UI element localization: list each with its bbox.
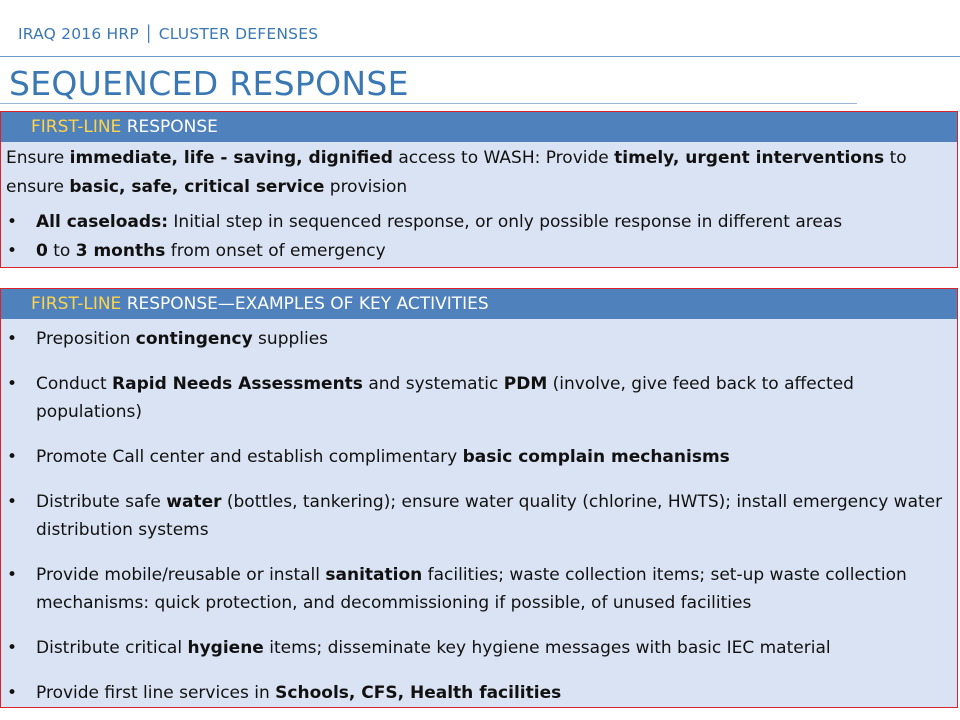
emphasis-text: timely, urgent interventions (614, 148, 885, 168)
body-text: to (47, 241, 76, 261)
bullet-dot-icon: • (7, 492, 18, 512)
bullet-item (1, 634, 957, 662)
bullet-dot-icon: • (7, 565, 18, 585)
emphasis-text: Rapid Needs Assessments (112, 374, 363, 394)
first-line-response-box (0, 111, 958, 268)
key-activities-box (0, 288, 958, 708)
header-divider (0, 56, 960, 57)
body-text: provision (324, 177, 408, 197)
emphasis-text: 3 months (75, 241, 166, 261)
emphasis-text: Schools, CFS, Health facilities (275, 683, 562, 703)
bullet-item (1, 443, 957, 471)
bullet-item (1, 325, 957, 353)
body-text: facilities; waste collection items; set-up waste collection mechanisms: quick protection, and decommissioning if possible, of unused facilities (36, 565, 907, 613)
emphasis-text: basic complain mechanisms (462, 447, 730, 467)
header-accent: FIRST-LINE (31, 294, 122, 314)
emphasis-text: sanitation (325, 565, 423, 585)
body-text: Provide first line services in (36, 683, 276, 703)
emphasis-text: PDM (503, 374, 548, 394)
body-text: to ensure (6, 148, 907, 197)
bullet-item (1, 237, 957, 266)
header-accent: FIRST-LINE (31, 117, 122, 137)
first-line-bullets (1, 208, 957, 266)
body-text: access to WASH: Provide (392, 148, 615, 168)
first-line-intro (1, 142, 957, 202)
header-rest: RESPONSE (121, 117, 218, 137)
body-text: Promote Call center and establish complimentary (36, 447, 463, 467)
key-activities-bullets (1, 325, 957, 707)
body-text: Provide mobile/reusable or install (36, 565, 326, 585)
first-line-response-header (1, 112, 957, 142)
header-rest: RESPONSE—EXAMPLES OF KEY ACTIVITIES (121, 294, 489, 314)
emphasis-text: 0 (36, 241, 48, 261)
page-title: SEQUENCED RESPONSE (9, 64, 409, 103)
bullet-dot-icon: • (7, 241, 18, 261)
emphasis-text: immediate, life - saving, dignified (69, 148, 393, 168)
body-text: and systematic (362, 374, 504, 394)
header-label: IRAQ 2016 HRP │ CLUSTER DEFENSES (18, 25, 319, 43)
bullet-dot-icon: • (7, 374, 18, 394)
bullet-dot-icon: • (7, 212, 18, 232)
body-text: Ensure (6, 148, 70, 168)
emphasis-text: water (166, 492, 222, 512)
emphasis-text: All caseloads: (36, 212, 168, 232)
body-text: Conduct (36, 374, 113, 394)
body-text: (involve, give feed back to affected populations) (36, 374, 854, 422)
body-text: Preposition (36, 329, 136, 349)
bullet-dot-icon: • (7, 447, 18, 467)
body-text: supplies (252, 329, 329, 349)
body-text: items; disseminate key hygiene messages with basic IEC material (263, 638, 831, 658)
bullet-item (1, 370, 957, 426)
emphasis-text: contingency (135, 329, 253, 349)
body-text: from onset of emergency (165, 241, 386, 261)
bullet-dot-icon: • (7, 638, 18, 658)
body-text: Initial step in sequenced response, or only possible response in different areas (168, 212, 843, 232)
bullet-item (1, 208, 957, 237)
bullet-item (1, 561, 957, 617)
title-underline (0, 103, 857, 104)
key-activities-header (1, 289, 957, 319)
body-text: Distribute critical (36, 638, 188, 658)
bullet-dot-icon: • (7, 683, 18, 703)
bullet-item (1, 488, 957, 544)
bullet-dot-icon: • (7, 329, 18, 349)
emphasis-text: basic, safe, critical service (69, 177, 325, 197)
bullet-item (1, 679, 957, 707)
emphasis-text: hygiene (187, 638, 264, 658)
body-text: Distribute safe (36, 492, 167, 512)
body-text: (bottles, tankering); ensure water quality (chlorine, HWTS); install emergency water distribution systems (36, 492, 943, 540)
